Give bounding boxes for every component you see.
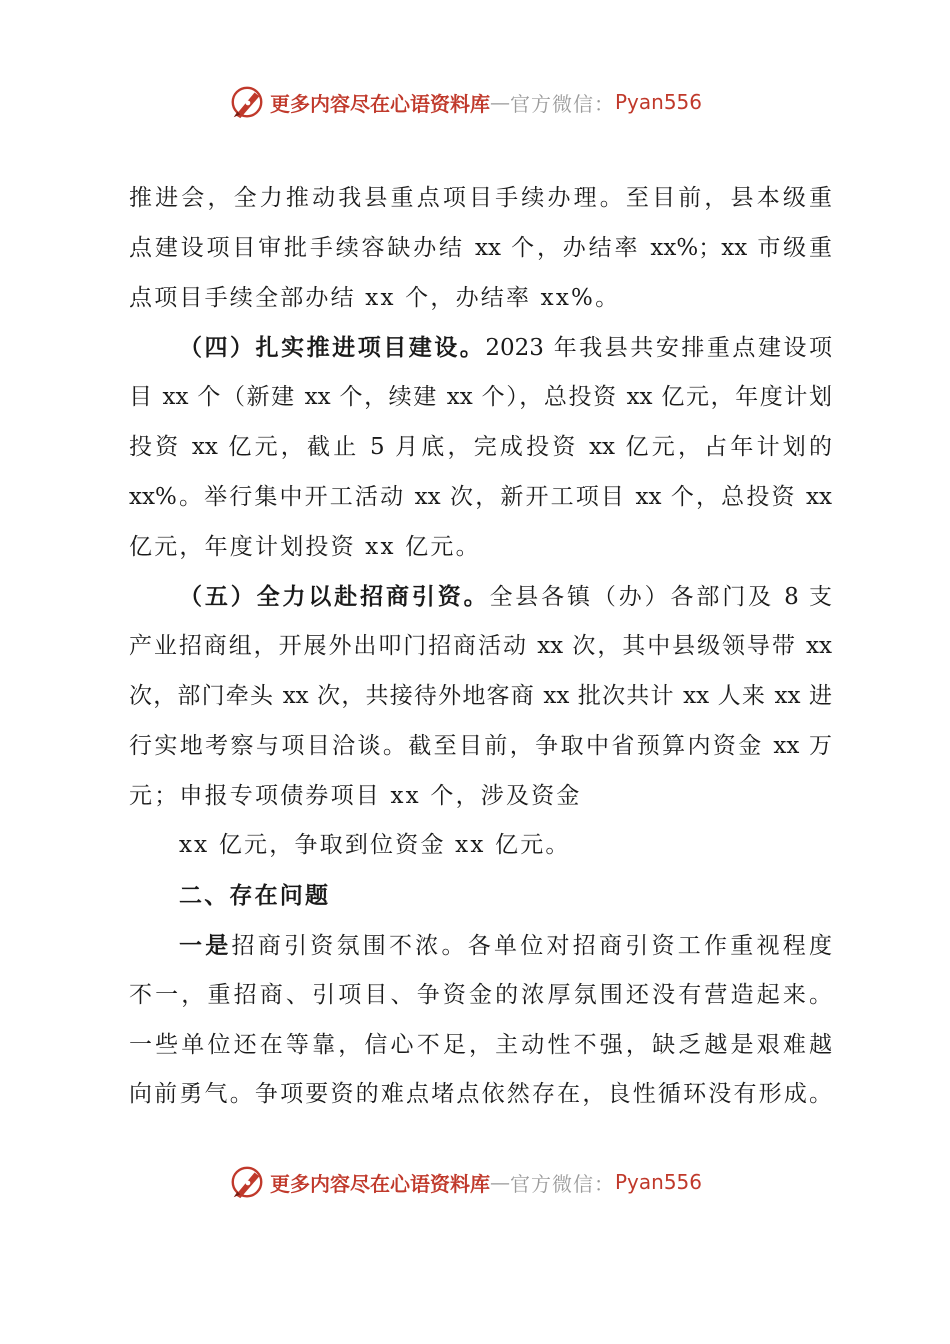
header-banner	[228, 82, 702, 122]
banner-wechat-label: 官方微信：	[510, 1171, 615, 1196]
text-run: 2023 年我县共安排重点建设项	[485, 335, 832, 362]
paragraph-heading-line	[129, 572, 832, 622]
text-line: 亿元，年度计划投资 xx 亿元。	[129, 533, 481, 560]
text-line: 投资 xx 亿元，截止 5 月底，完成投资 xx 亿元，占年计划的	[129, 433, 832, 460]
text-run: 招商引资氛围不浓。各单位对招商引资工作重视程度	[231, 932, 832, 959]
footer-banner	[228, 1162, 702, 1202]
banner-dash: —	[490, 1170, 510, 1194]
text-line: xx 亿元，争取到位资金 xx 亿元。	[179, 832, 571, 859]
banner-wechat-id: Pyan556	[615, 1170, 703, 1194]
text-line: 目 xx 个（新建 xx 个，续建 xx 个），总投资 xx 亿元，年度计划	[129, 384, 832, 411]
text-line: 点项目手续全部办结 xx 个，办结率 xx%。	[129, 284, 621, 311]
text-line: xx%。举行集中开工活动 xx 次，新开工项目 xx 个，总投资 xx	[129, 483, 832, 510]
lead-marker: 一是	[179, 931, 232, 959]
text-line: 一些单位还在等靠，信心不足，主动性不强，缺乏越是艰难越	[129, 1031, 832, 1058]
text-run: 全县各镇（办）各部门及 8 支	[489, 584, 832, 611]
text-line: 向前勇气。争项要资的难点堵点依然存在，良性循环没有形成。	[129, 1081, 832, 1108]
banner-dash: —	[490, 90, 510, 114]
text-line: 推进会，全力推动我县重点项目手续办理。至目前，县本级重	[129, 185, 832, 211]
text-line: 行实地考察与项目洽谈。截至目前，争取中省预算内资金 xx 万	[129, 732, 832, 759]
section-title: 二、存在问题	[179, 882, 331, 910]
banner-title: 更多内容尽在心语资料库	[270, 91, 490, 116]
section-heading-four: （四）扎实推进项目建设。	[179, 334, 486, 362]
pen-logo-icon	[228, 83, 266, 121]
banner-title: 更多内容尽在心语资料库	[270, 1171, 490, 1196]
text-line: 次，部门牵头 xx 次，共接待外地客商 xx 批次共计 xx 人来 xx 进	[129, 682, 832, 709]
paragraph-heading-line	[129, 323, 832, 373]
text-line: 不一，重招商、引项目、争资金的浓厚氛围还没有营造起来。	[129, 981, 832, 1008]
banner-wechat-label: 官方微信：	[510, 91, 615, 116]
text-line: 元；申报专项债券项目 xx 个，涉及资金	[129, 782, 582, 809]
banner-wechat-id: Pyan556	[615, 90, 703, 114]
text-line: 产业招商组，开展外出叩门招商活动 xx 次，其中县级领导带 xx	[129, 633, 832, 660]
paragraph-lead-line	[129, 921, 832, 971]
document-body	[129, 174, 832, 1120]
pen-logo-icon	[228, 1163, 266, 1201]
text-line: 点建设项目审批手续容缺办结 xx 个，办结率 xx%；xx 市级重	[129, 234, 832, 261]
section-heading-five: （五）全力以赴招商引资。	[179, 583, 490, 611]
